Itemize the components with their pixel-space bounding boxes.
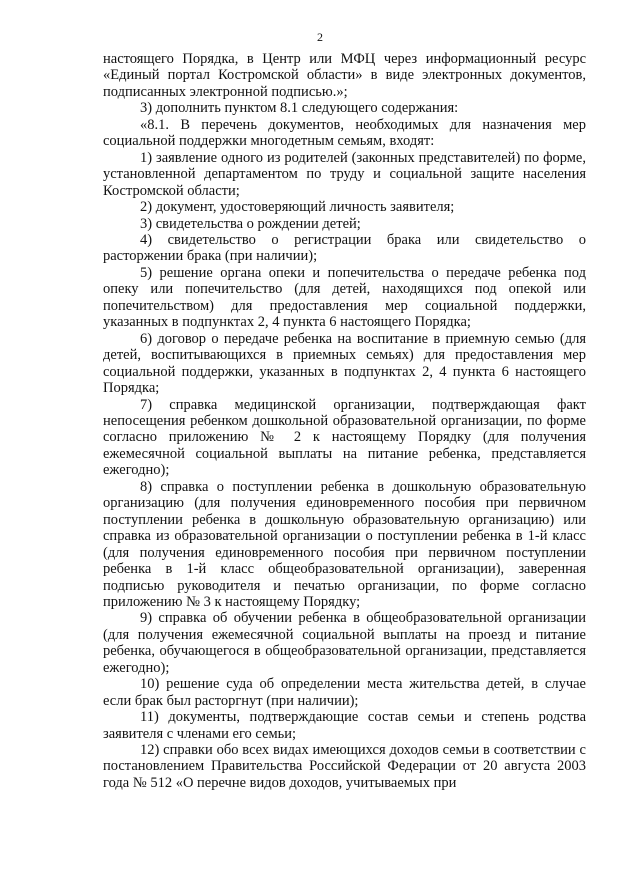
list-item-1: 1) заявление одного из родителей (законных представителей) по форме, установленной департаментом по труду и социальной защите населения Костромской области; xyxy=(103,149,586,199)
list-item-7: 7) справка медицинской организации, подтверждающая факт непосещения ребенком дошкольной образовательной организации, по форме согласно приложению № 2 к настоящему Порядку (для получения ежемесячной социальной выплаты на питание ребенка, представляется ежегодно); xyxy=(103,396,586,479)
list-item-9: 9) справка об обучении ребенка в общеобразовательной организации (для получения ежемесячной социальной выплаты на проезд и питание ребенка, обучающегося в общеобразовательной организации, представляется ежегодно); xyxy=(103,610,586,676)
list-item-4: 4) свидетельство о регистрации брака или свидетельство о расторжении брака (при наличии); xyxy=(103,231,586,265)
list-item-2: 2) документ, удостоверяющий личность заявителя; xyxy=(140,199,455,216)
list-item-8: 8) справка о поступлении ребенка в дошкольную образовательную организацию (для получения единовременного пособия при первичном поступлении ребенка в дошкольную образовательную организацию) или справка из образовательной организации о поступлении ребенка в 1-й класс (для получения единовременного пособия при первичном поступлении ребенка в 1-й класс общеобразовательной организации), заверенная подписью руководителя и печатью организации, по форме согласно приложению № 3 к настоящему Порядку; xyxy=(103,478,586,610)
list-item-5: 5) решение органа опеки и попечительства о передаче ребенка под опеку или попечительство (для детей, находящихся под опекой или попечительством) для предоставления мер социальной поддержки, указанных в подпунктах 2, 4 пункта 6 настоящего Порядка; xyxy=(103,264,586,331)
list-item-12: 12) справки обо всех видах имеющихся доходов семьи в соответствии с постановлением Правительства Российской Федерации от 20 августа 2003 года № 512 «О перечне видов доходов, учитываемых при xyxy=(103,742,586,791)
paragraph-continuation: настоящего Порядка, в Центр или МФЦ через информационный ресурс «Единый портал Костромской области» в виде электронных документов, подписанных электронной подписью.»; xyxy=(103,51,586,100)
list-item-10: 10) решение суда об определении места жительства детей, в случае если брак был расторгнут (при наличии); xyxy=(103,676,586,709)
paragraph-clause-8-1: «8.1. В перечень документов, необходимых для назначения мер социальной поддержки многодетным семьям, входят: xyxy=(103,116,586,150)
list-item-6: 6) договор о передаче ребенка на воспитание в приемную семью (для детей, воспитывающихся в приемных семьях) для предоставления мер социальной поддержки, указанных в подпунктах 2, 4 пункта 6 настоящего Порядка; xyxy=(103,330,586,397)
page-number: 2 xyxy=(317,30,323,44)
document-body xyxy=(103,51,586,791)
list-item-11: 11) документы, подтверждающие состав семьи и степень родства заявителя с членами его семьи; xyxy=(103,709,586,742)
list-item-3: 3) свидетельства о рождении детей; xyxy=(140,215,361,232)
paragraph-item-3: 3) дополнить пунктом 8.1 следующего содержания: xyxy=(140,100,459,117)
